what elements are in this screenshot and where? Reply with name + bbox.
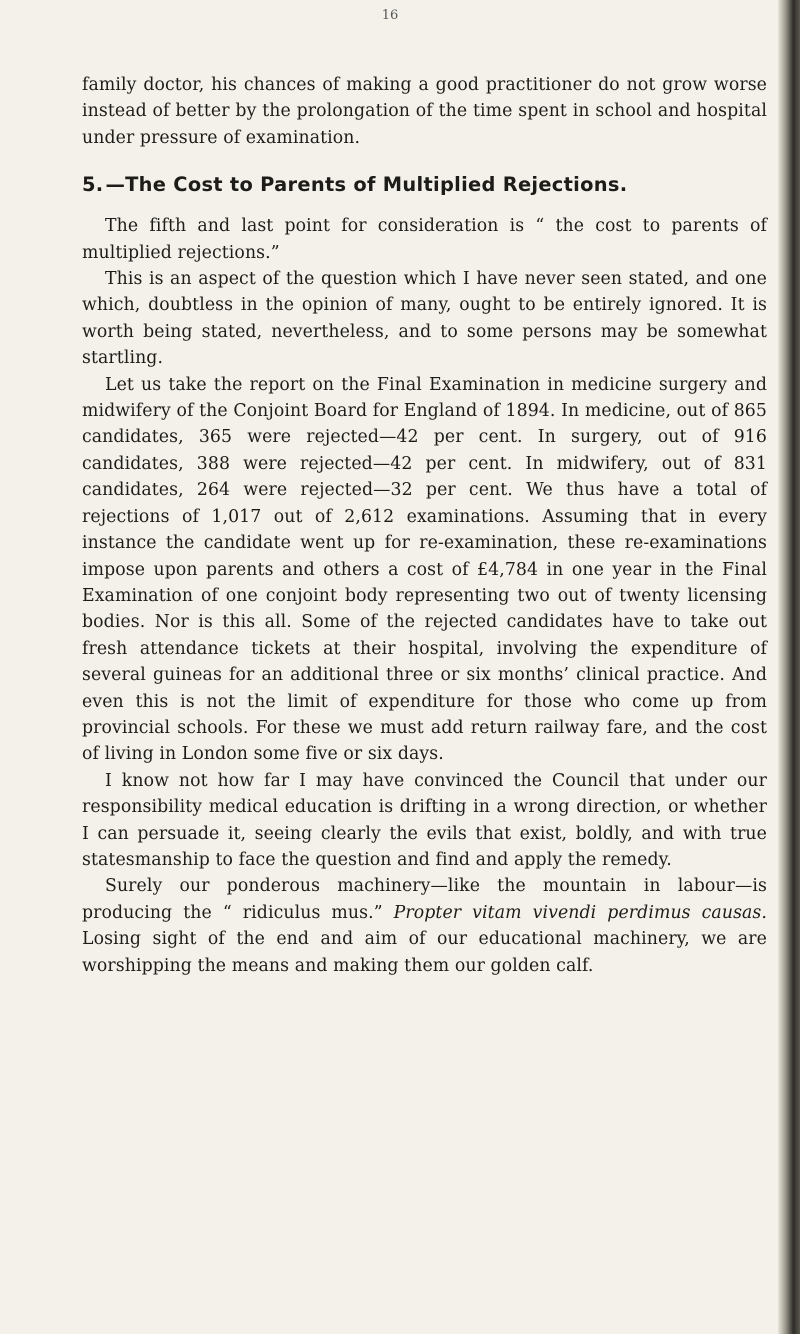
paragraph-continuation: family doctor, his chances of making a good practitioner do not grow worse instead of better by the prolongation of the time spent in school and hospital under pressure of examination.: [82, 75, 767, 148]
paragraph: I know not how far I may have convinced the Council that under our responsibility medical education is drifting in a wrong direction, or whether I can persuade it, seeing clearly the evils that exist, boldly, and with true statesmanship to face the question and find and apply the remedy.: [82, 770, 767, 870]
paragraph: This is an aspect of the question which I have never seen stated, and one which, doubtless in the opinion of many, ought to be entirely ignored. It is worth being stated, nevertheless, and to some persons may be somewhat startling.: [82, 269, 767, 369]
paragraph-final: [82, 873, 767, 979]
paragraph: Let us take the report on the Final Examination in medicine surgery and midwifery of the Conjoint Board for England of 1894. In medicine, out of 865 candidates, 365 were rejected—42 per cent. In surgery, out of 916 candidates, 388 were rejected—42 per cent. In midwifery, out of 831 candidates, 264 were rejected—32 per cent. We thus have a total of rejections of 1,017 out of 2,612 examinations. Assuming that in every instance the candidate went up for re-examination, these re-examinations impose upon parents and others a cost of £4,784 in one year in the Final Examination of one conjoint body representing two out of twenty licensing bodies. Nor is this all. Some of the rejected candidates have to take out fresh attendance tickets at their hospital, involving the expenditure of several guineas for an additional three or six months’ clinical practice. And even this is not the limit of expenditure for those who come up from provincial schools. For these we must add return railway fare, and the cost of living in London some five or six days.: [82, 374, 767, 765]
final-text-a: Surely our ponderous machinery—like the mountain in labour—is producing the “ ridiculus mus.”: [82, 876, 767, 923]
page-body: [82, 72, 767, 979]
final-text-b: Losing sight of the end and aim of our educational machinery, we are worshipping the means and making them our golden calf.: [82, 929, 767, 976]
book-binding-edge: [778, 0, 800, 1334]
section-title: —The Cost to Parents of Multiplied Rejections.: [105, 173, 628, 197]
page-number: 16: [381, 8, 399, 23]
section-number: 5.: [82, 173, 104, 197]
paragraph: The fifth and last point for consideration is “ the cost to parents of multiplied rejections.”: [82, 216, 767, 263]
section-heading: [82, 171, 767, 199]
latin-quote: Propter vitam vivendi perdimus causas.: [393, 902, 767, 923]
